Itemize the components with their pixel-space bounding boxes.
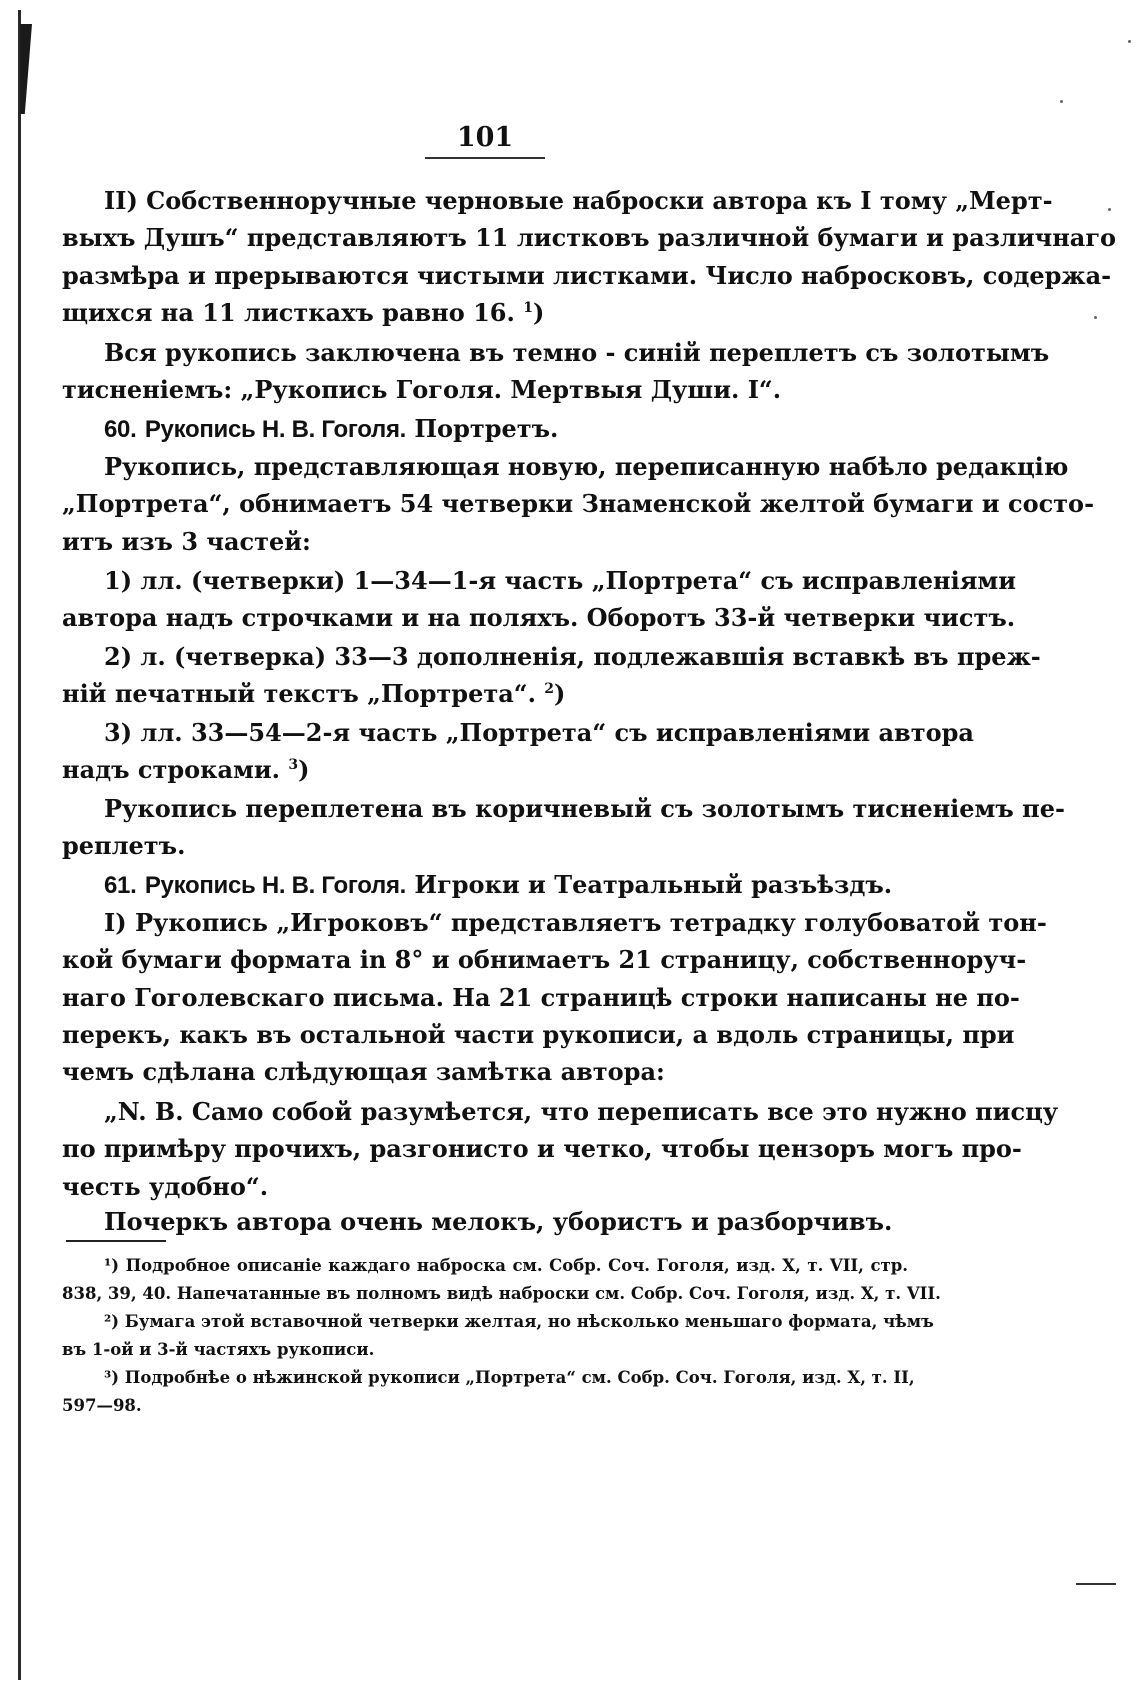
heading-subtitle: Игроки и Театральный разъѣздъ. bbox=[414, 870, 893, 899]
text-line: Вся рукопись заключена въ темно - синій переплетъ съ золотымъ bbox=[104, 338, 1050, 367]
footnote-ref: 2 bbox=[544, 681, 555, 698]
paragraph-part-1 bbox=[62, 562, 1017, 637]
footnote-ref: 1 bbox=[523, 299, 533, 316]
paragraph-author-note-quote bbox=[62, 1093, 1059, 1205]
text-line: итъ изъ 3 частей: bbox=[62, 526, 311, 556]
heading-line bbox=[62, 410, 908, 448]
page-number-rule bbox=[425, 157, 545, 159]
footnote-line: 838, 39, 40. Напечатанные въ полномъ видѣ наброски см. Собр. Соч. Гоголя, изд. X, т. VII. bbox=[62, 1284, 941, 1303]
text-line: щихся на 11 листкахъ равно 16. $^1$) bbox=[62, 297, 545, 327]
scan-speck bbox=[1108, 208, 1111, 211]
text-line: „N. B. Само собой разумѣется, что переписать все это нужно писцу bbox=[104, 1097, 1059, 1126]
footnote-line: ²) Бумага этой вставочной четверки желтая, но нѣсколько меньшаго формата, чѣмъ bbox=[104, 1312, 934, 1331]
text-line: I) Рукопись „Игроковъ“ представляетъ тетрадку голубоватой тон- bbox=[104, 908, 1047, 937]
footnote-separator bbox=[66, 1240, 166, 1242]
scan-speck bbox=[1128, 40, 1131, 43]
text-line: чемъ сдѣлана слѣдующая замѣтка автора: bbox=[62, 1057, 665, 1087]
paragraph-portrait-binding bbox=[62, 790, 1065, 865]
page-number: 101 bbox=[456, 122, 514, 153]
text-line: автора надъ строчками и на поляхъ. Оборотъ 33-й четверки чистъ. bbox=[62, 603, 1016, 633]
footnote-line: ¹) Подробное описаніе каждаго наброска см. Собр. Соч. Гоголя, изд. X, т. VII, стр. bbox=[104, 1256, 908, 1275]
heading-title: Рукопись Н. В. Гоголя. bbox=[144, 872, 407, 899]
text-line: по примѣру прочихъ, разгонисто и четко, чтобы цензоръ могъ про- bbox=[62, 1134, 1022, 1164]
section-heading-61 bbox=[62, 866, 908, 904]
text-line: тисненіемъ: „Рукопись Гоголя. Мертвыя Души. I“. bbox=[62, 375, 782, 405]
scan-left-edge bbox=[18, 10, 21, 1680]
footnote-3 bbox=[62, 1364, 915, 1420]
text-line: „Портрета“, обнимаетъ 54 четверки Знаменской желтой бумаги и состо- bbox=[62, 489, 1095, 519]
scan-speck bbox=[1060, 100, 1063, 103]
text-line: реплетъ. bbox=[62, 831, 186, 861]
text-line: выхъ Душъ“ представляютъ 11 листковъ различной бумаги и различнаго bbox=[62, 223, 1117, 253]
footnote-ref: 3 bbox=[288, 757, 299, 774]
text-line: 1) лл. (четверки) 1—34—1-я часть „Портрета“ съ исправленіями bbox=[104, 566, 1017, 595]
paragraph-binding-description bbox=[62, 334, 1050, 409]
footnotes bbox=[62, 1252, 941, 1420]
text-line: 2) л. (четверка) 33—3 дополненія, подлежавшія вставкѣ въ преж- bbox=[104, 642, 1041, 671]
footnote-line: въ 1-ой и 3-й частяхъ рукописи. bbox=[62, 1340, 375, 1359]
paragraph-part-2 bbox=[62, 638, 1041, 713]
text-line: кой бумаги формата in 8° и обнимаетъ 21 страницу, собственноруч- bbox=[62, 945, 1027, 975]
text-line-content: ній печатный текстъ „Портрета“. bbox=[62, 679, 536, 709]
scan-speck bbox=[1094, 316, 1097, 319]
text-line: Почеркъ автора очень мелокъ, убористъ и разборчивъ. bbox=[104, 1207, 893, 1236]
scan-margin-mark bbox=[1076, 1583, 1116, 1585]
paragraph-part-3 bbox=[62, 714, 974, 789]
text-line: 3) лл. 33—54—2-я часть „Портрета“ съ исправленіями автора bbox=[104, 718, 974, 747]
text-line: честь удобно“. bbox=[62, 1171, 269, 1201]
heading-number: 60. bbox=[104, 416, 137, 443]
scan-edge-artifact bbox=[20, 24, 32, 114]
paragraph-portrait-manuscript bbox=[62, 448, 1095, 560]
text-line: Рукопись переплетена въ коричневый съ золотымъ тисненіемъ пе- bbox=[104, 794, 1065, 823]
paragraph-drafts-description bbox=[62, 182, 1117, 331]
text-line-content: щихся на 11 листкахъ равно 16. bbox=[62, 297, 515, 327]
heading-title: Рукопись Н. В. Гоголя. bbox=[144, 416, 407, 443]
text-line: Рукопись, представляющая новую, переписанную набѣло редакцію bbox=[104, 452, 1069, 481]
text-line: наго Гоголевскаго письма. На 21 страницѣ строки написаны не по- bbox=[62, 982, 1020, 1012]
section-heading-60 bbox=[62, 410, 908, 448]
text-line: ній печатный текстъ „Портрета“. $^2$) bbox=[62, 679, 566, 709]
footnote-line: 597—98. bbox=[62, 1396, 142, 1415]
paragraph-gamblers-manuscript bbox=[62, 904, 1047, 1090]
text-line: размѣра и прерываются чистыми листками. Число набросковъ, содержа- bbox=[62, 260, 1112, 290]
heading-line bbox=[62, 866, 908, 904]
footnote-1 bbox=[62, 1252, 941, 1308]
text-line: перекъ, какъ въ остальной части рукописи, а вдоль страницы, при bbox=[62, 1019, 1015, 1049]
heading-number: 61. bbox=[104, 872, 137, 899]
paragraph-handwriting bbox=[62, 1203, 908, 1240]
footnote-line: ³) Подробнѣе о нѣжинской рукописи „Портрета“ см. Собр. Соч. Гоголя, изд. X, т. II, bbox=[104, 1368, 915, 1387]
text-line-content: надъ строками. bbox=[62, 755, 281, 785]
footnote-2 bbox=[62, 1308, 934, 1364]
heading-subtitle: Портретъ. bbox=[414, 414, 559, 443]
text-line: надъ строками. $^3$) bbox=[62, 755, 310, 785]
text-line: II) Собственноручные черновые наброски автора къ I тому „Мерт- bbox=[104, 186, 1053, 215]
